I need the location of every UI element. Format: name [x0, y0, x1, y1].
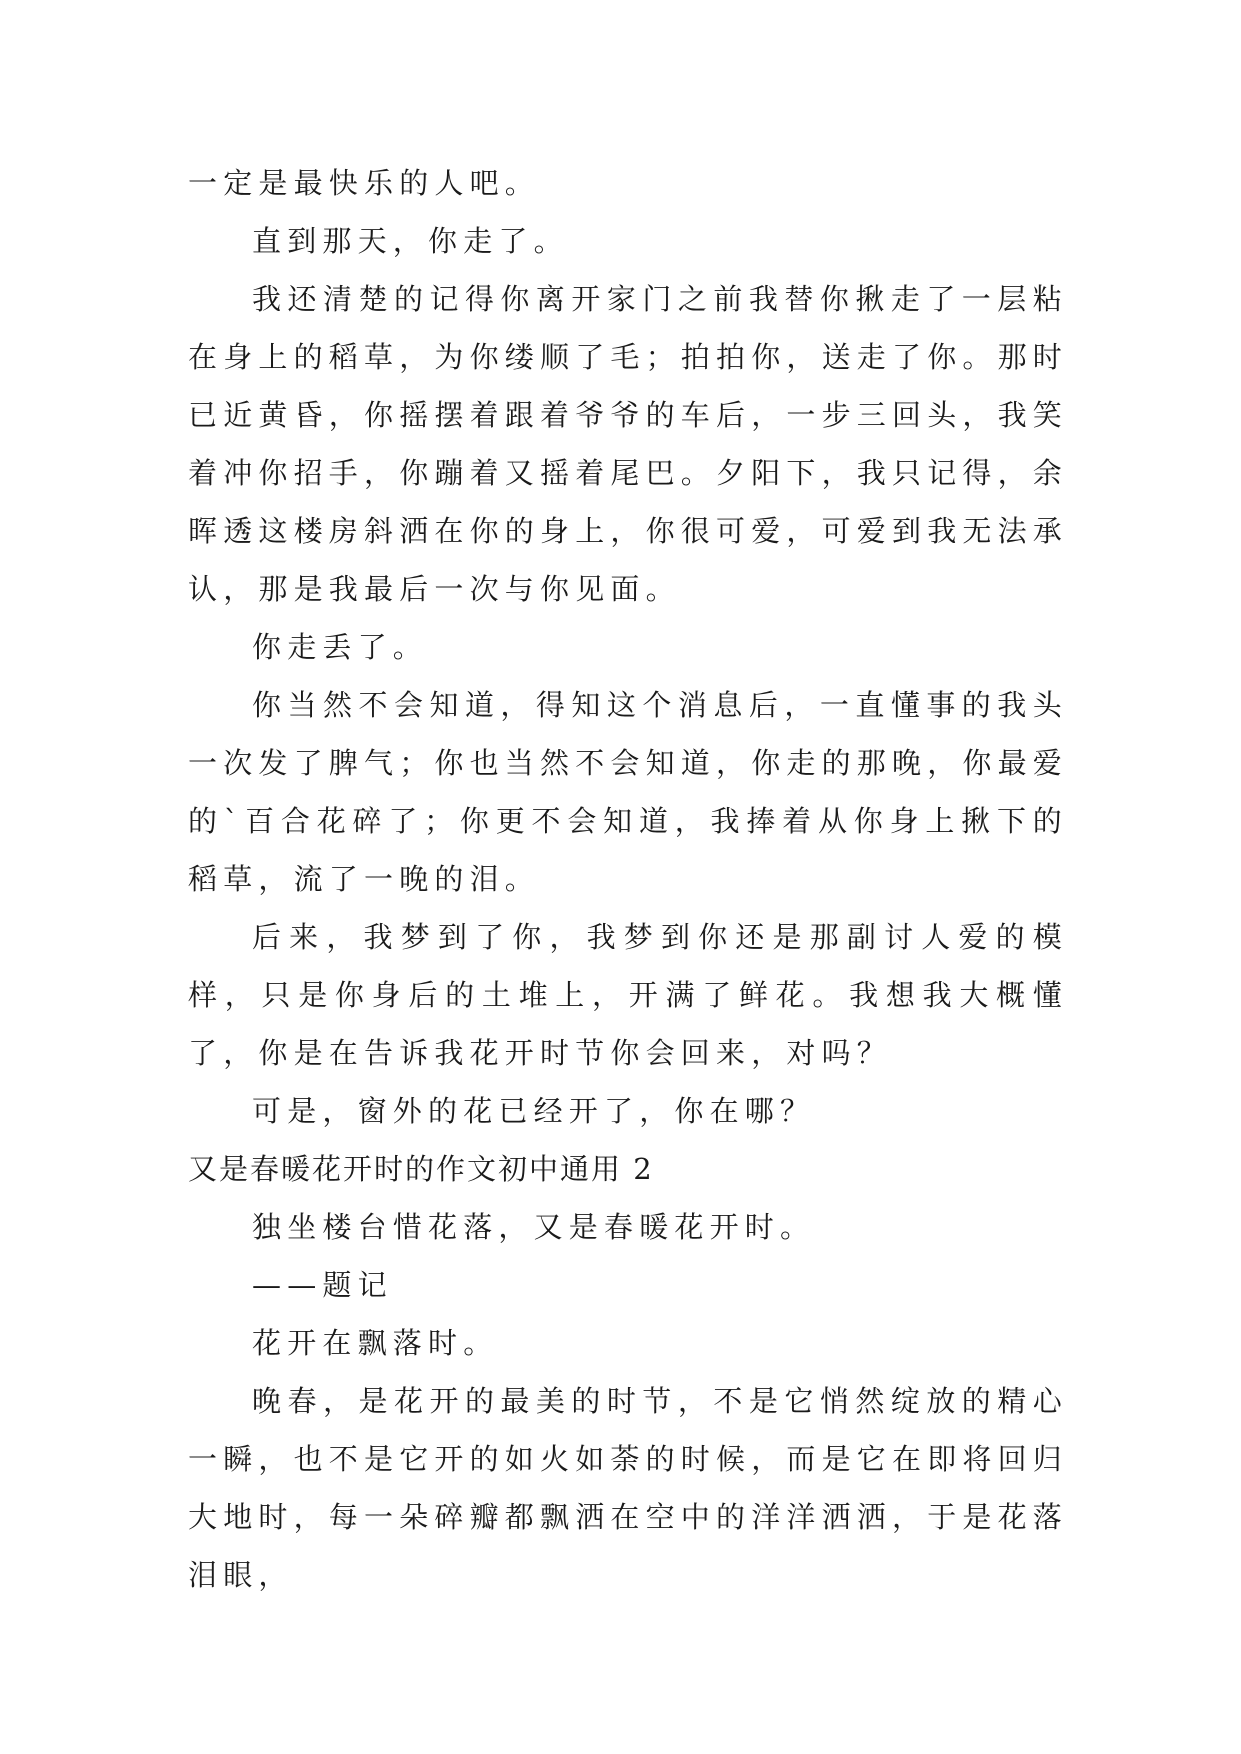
paragraph: 直到那天，你走了。	[252, 224, 569, 258]
paragraph: 你当然不会知道，得知这个消息后，一直懂事的我头一次发了脾气；你也当然不会知道，你走的那晚，你最爱的`百合花碎了；你更不会知道，我捧着从你身上揪下的稻草，流了一晚的泪。	[188, 688, 1069, 896]
section-heading: 又是春暖花开时的作文初中通用 2	[188, 1152, 654, 1186]
paragraph-continuation: 一定是最快乐的人吧。	[188, 166, 541, 200]
paragraph: 晚春，是花开的最美的时节，不是它悄然绽放的精心一瞬，也不是它开的如火如荼的时候，而是它在即将回归大地时，每一朵碎瓣都飘洒在空中的洋洋洒洒，于是花落泪眼，	[188, 1384, 1069, 1592]
paragraph: 花开在飘落时。	[252, 1326, 499, 1360]
paragraph: 我还清楚的记得你离开家门之前我替你揪走了一层粘在身上的稻草，为你缕顺了毛；拍拍你，送走了你。那时已近黄昏，你摇摆着跟着爷爷的车后，一步三回头，我笑着冲你招手，你蹦着又摇着尾巴。夕阳下，我只记得，余晖透这楼房斜洒在你的身上，你很可爱，可爱到我无法承认，那是我最后一次与你见面。	[188, 282, 1069, 606]
document-body	[188, 154, 1068, 1604]
paragraph: 后来，我梦到了你，我梦到你还是那副讨人爱的模样，只是你身后的土堆上，开满了鲜花。我想我大概懂了，你是在告诉我花开时节你会回来，对吗？	[188, 920, 1068, 1070]
paragraph: 独坐楼台惜花落，又是春暖花开时。	[252, 1210, 816, 1244]
paragraph: 你走丢了。	[252, 630, 429, 664]
epigraph-attribution: ——题记	[252, 1268, 393, 1302]
paragraph: 可是，窗外的花已经开了，你在哪？	[252, 1094, 816, 1128]
